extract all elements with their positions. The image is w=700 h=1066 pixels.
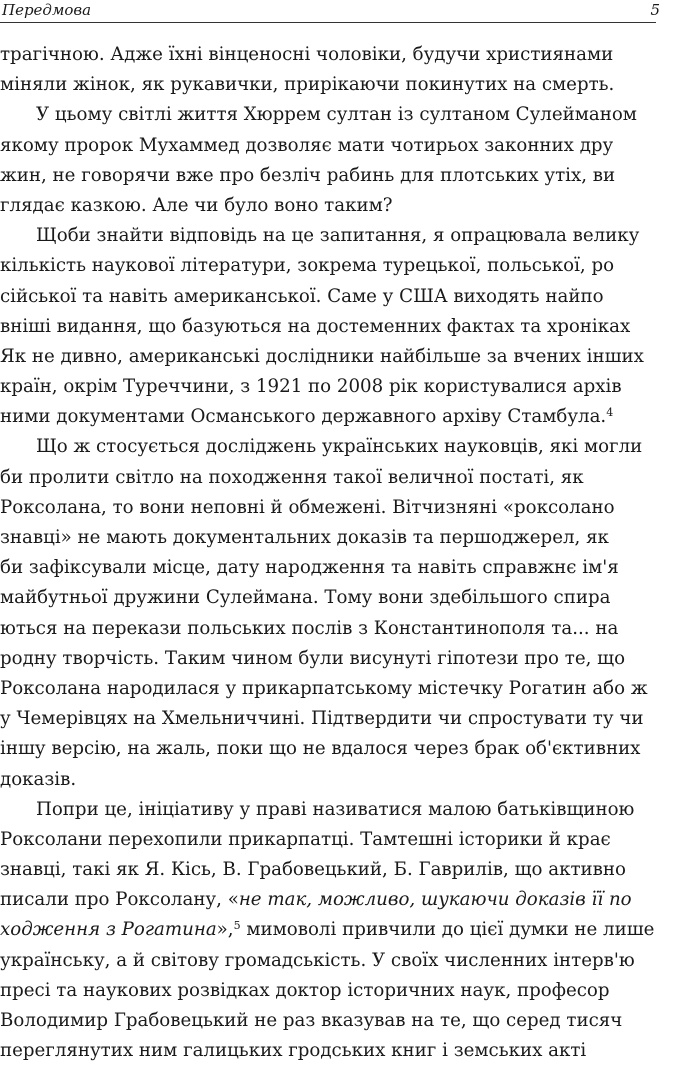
text-line: Володимир Грабовецький не раз вказував на те, що серед тисяч <box>0 1010 623 1031</box>
text-line: у Чемерівцях на Хмельниччині. Підтвердити чи спростувати ту чи <box>0 708 644 730</box>
text-line: Попри це, ініціативу у праві називатися малою батьківщиною <box>36 798 635 820</box>
text-line-content: мимоволі привчили до цієї думки не лише <box>240 919 655 941</box>
text-line: Роксолана народилася у прикарпатському містечку Рогатин або ж <box>0 677 648 699</box>
text-line: трагічною. Адже їхні вінценосні чоловіки, будучи християнами <box>0 44 614 65</box>
text-line: знавці» не мають документальних доказів та першоджерел, як <box>0 527 609 548</box>
text-line: Що ж стосується досліджень українських науковців, які могли <box>36 436 643 458</box>
text-line-content: ними документами Османського державного архіву Стамбула. <box>0 406 607 428</box>
text-line: доказів. <box>0 768 77 790</box>
text-line <box>0 885 700 915</box>
text-line: іншу версію, на жаль, поки що не вдалося через брак об'єктивних <box>0 738 641 760</box>
text-line: ються на перекази польських послів з Константинополя та... на <box>0 617 619 639</box>
text-line: міняли жінок, як рукавички, прирікаючи покинутих на смерть. <box>0 74 615 96</box>
footnote-ref[interactable]: 4 <box>606 406 614 420</box>
text-line: пресі та наукових розвідках доктор історичних наук, професор <box>0 979 610 1001</box>
text-line: українську, а й світову громадськість. У своїх численних інтерв'ю <box>0 949 635 971</box>
text-line: вніші видання, що базуються на достеменних фактах та хроніках <box>0 315 631 337</box>
text-line: жин, не говорячи вже про безліч рабинь для плотських утіх, ви <box>0 164 616 186</box>
footnote-ref[interactable]: 5 <box>233 919 241 933</box>
text-line: глядає казкою. Але чи було воно таким? <box>0 194 393 216</box>
quotation-italic: ходження з Рогатина <box>0 919 217 941</box>
text-line: майбутньої дружини Сулеймана. Тому вони здебільшого спира <box>0 587 611 609</box>
text-line: би пролити світло на походження такої величної постаті, як <box>0 466 584 488</box>
quotation-italic: не так, можливо, шукаючи доказів її по <box>238 889 632 911</box>
text-line: сійської та навіть американської. Саме у США виходять найпо <box>0 285 604 307</box>
text-line: Щоби знайти відповідь на це запитання, я опрацювала велику <box>36 225 640 247</box>
body-text <box>0 40 700 1066</box>
page-number: 5 <box>650 1 660 19</box>
text-line-content: писали про Роксолану, « <box>0 889 239 911</box>
text-line <box>0 402 700 432</box>
text-line <box>0 915 700 945</box>
text-line: Роксолана, то вони неповні й обмежені. Вітчизняні «роксолано <box>0 496 615 518</box>
text-line: знавці, такі як Я. Кісь, В. Грабовецький, Б. Гаврилів, що активно <box>0 859 626 881</box>
text-line: би зафіксували місце, дату народження та навіть справжнє ім'я <box>0 557 619 579</box>
text-line: якому пророк Мухаммед дозволяє мати чотирьох законних дру <box>0 134 614 156</box>
text-line: У цьому світлі життя Хюррем султан із султаном Сулейманом <box>36 104 637 126</box>
text-line: Як не дивно, американські дослідники найбільше за вчених іншиx <box>0 345 644 367</box>
text-line: переглянутих ним галицьких гродських книг і земських акті <box>0 1040 587 1062</box>
text-line: країн, окрім Туреччини, з 1921 по 2008 рік користувалися архів <box>0 376 622 398</box>
quote-close: », <box>216 919 234 941</box>
text-line: кількість наукової літератури, зокрема турецької, польської, ро <box>0 255 615 277</box>
running-header <box>0 0 660 23</box>
text-line: Роксолани перехопили прикарпатці. Тамтешні історики й крає <box>0 828 611 850</box>
section-title: Передмова <box>2 1 92 19</box>
text-line: родну творчість. Таким чином були висунуті гіпотези про те, що <box>0 647 626 669</box>
